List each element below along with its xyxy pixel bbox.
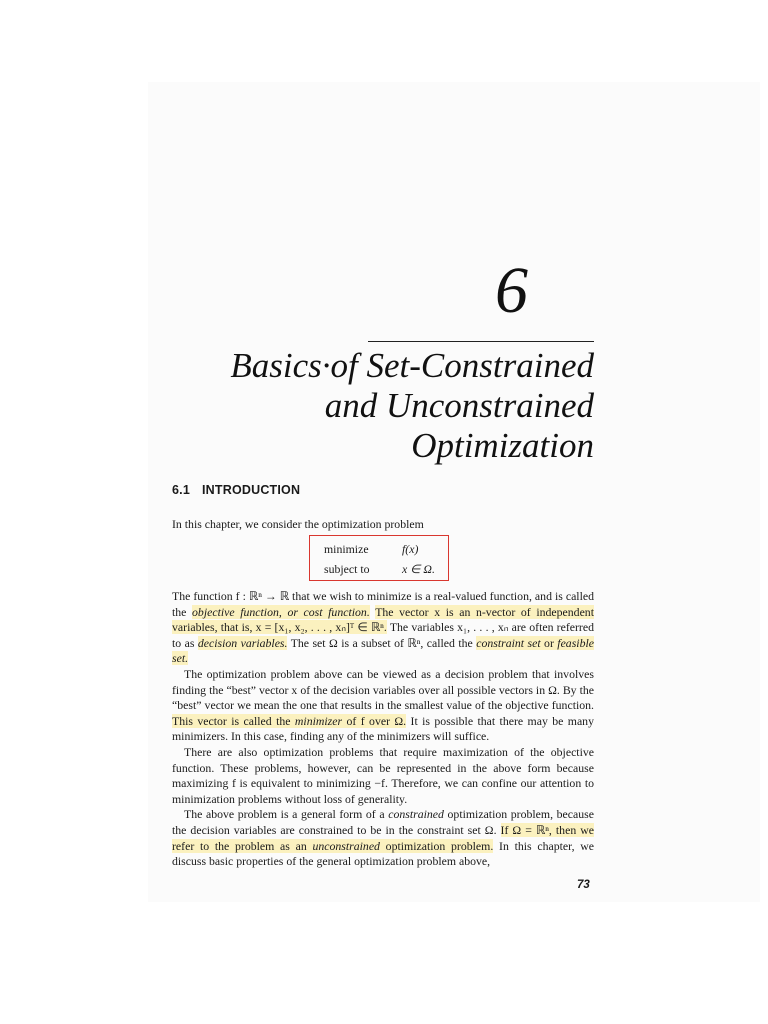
paragraph [172,667,594,745]
text-run: The set Ω is a subset of ℝⁿ, called the [287,635,477,650]
chapter-rule [368,341,594,342]
chapter-number: 6 [495,254,528,327]
chapter-title-line: Optimization [411,426,594,465]
problem-box [309,535,449,581]
section-heading [172,483,300,497]
body-text [172,589,594,870]
problem-row [310,562,448,580]
section-title: INTRODUCTION [201,483,301,497]
section-number: 6.1 [172,483,190,497]
text-run: optimization problem, because the decision variables are constrained to be in the constraint set Ω. [172,807,594,837]
text-run: It is possible that there may be many minimizers. In this case, finding any of the minimizers will suffice. [172,713,594,744]
text-run: constrained [388,807,444,822]
highlighted-text: optimization problem. [379,838,494,853]
chapter-title [230,346,594,466]
highlighted-text: If Ω = ℝⁿ, then we refer to the problem as an [172,822,594,853]
highlighted-text: or [540,635,558,650]
text-run: The variables x₁, . . . , xₙ are often referred to as [172,620,594,650]
chapter-title-line: and Unconstrained [324,386,594,425]
highlighted-text: This vector is called the [172,713,295,728]
page-number: 73 [577,879,590,891]
intro-sentence: In this chapter, we consider the optimization problem [172,517,424,531]
highlighted-text: The vector x is an n-vector of independent variables, that is, x = [x₁, x₂, . . . , xₙ]ᵀ ∈ ℝⁿ. [172,604,594,635]
text-run: The above problem is a general form of a [184,807,389,822]
highlighted-text: unconstrained [312,838,380,853]
paragraph [172,807,594,869]
highlighted-text: minimizer [294,713,343,728]
highlighted-text: objective function, or cost function. [192,604,370,619]
highlighted-text: constraint set [476,635,541,650]
text-run: In this chapter, we discuss basic properties of the general optimization problem above, [172,838,594,869]
problem-label: subject to [324,562,370,576]
highlighted-text: feasible set. [172,635,594,666]
problem-value: f(x) [402,542,419,556]
problem-label: minimize [324,542,369,556]
text-run: The function f : ℝⁿ → ℝ that we wish to minimize is a real-valued function, and is called the [172,589,594,619]
chapter-title-line: Basics·of Set-Constrained [230,346,594,385]
highlighted-text: of f over Ω. [342,713,407,728]
highlighted-text: decision variables. [197,635,288,650]
paragraph: There are also optimization problems that require maximization of the objective function. These problems, however, can be represented in the above form because maximizing f is equivalent to minimizing −f. Therefore, we can confine our attention to minimization problems without loss of generality. [172,744,594,806]
text-run: The optimization problem above can be viewed as a decision problem that involves finding the “best” vector x of the decision variables over all possible vectors in Ω. By the “best” vector we mean the one that results in the smallest value of the objective function. [172,666,594,713]
problem-row [310,542,448,560]
paragraph [172,589,594,667]
problem-value: x ∈ Ω. [402,562,435,576]
